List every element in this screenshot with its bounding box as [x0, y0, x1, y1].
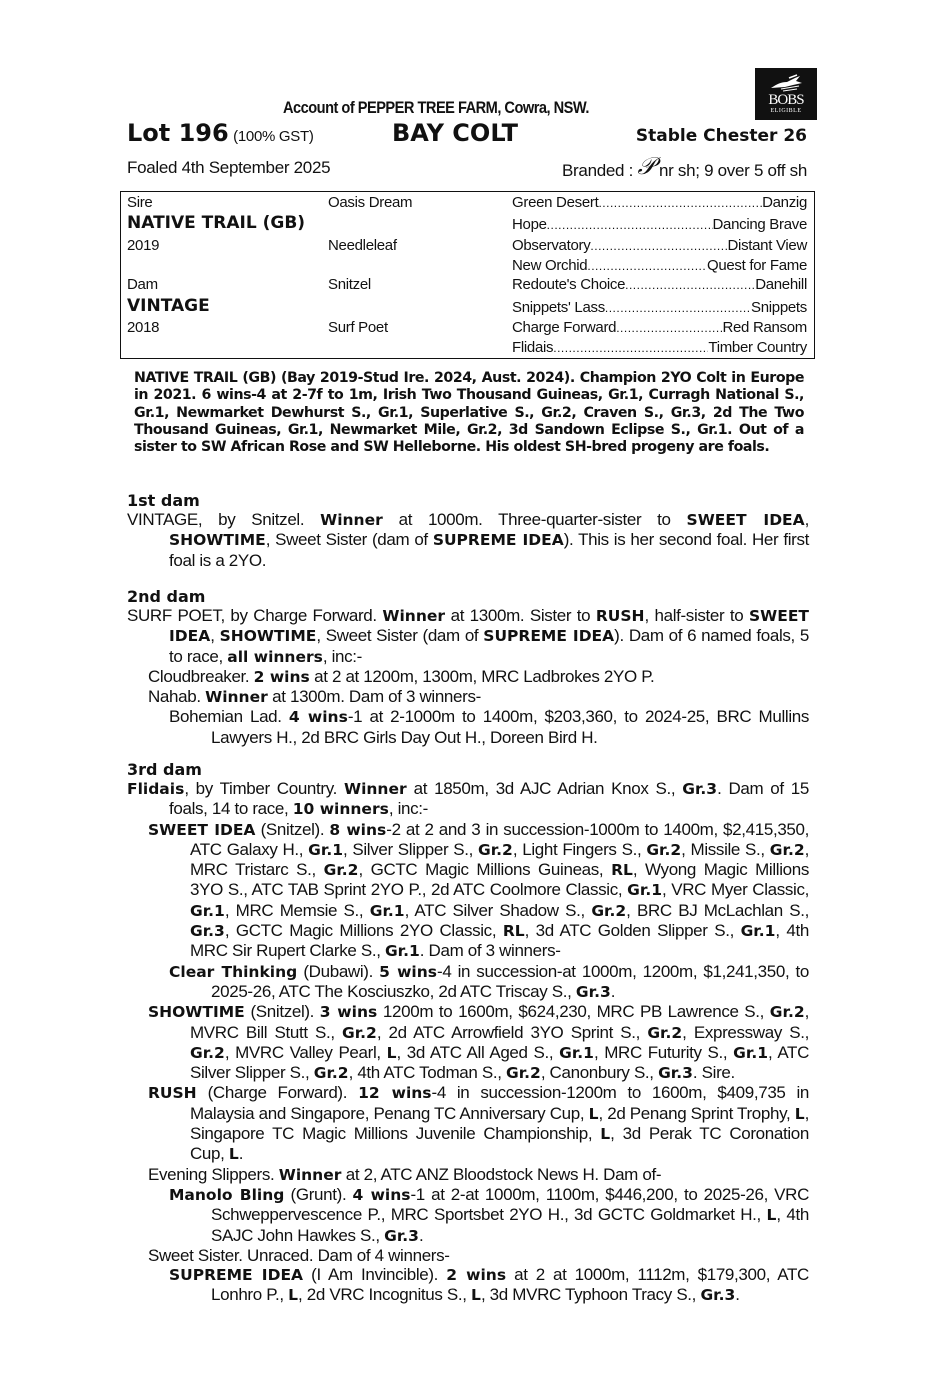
bold-run: 4 wins — [352, 1185, 411, 1204]
bold-run: SHOWTIME — [219, 627, 317, 646]
bold-run: SWEET IDEA — [686, 511, 805, 529]
bobs-eligible-logo — [755, 68, 817, 120]
bold-run: L — [600, 1125, 611, 1144]
bold-run: SUPREME IDEA — [483, 627, 615, 646]
bold-run: 2 wins — [446, 1266, 507, 1285]
dam-name: VINTAGE — [127, 296, 210, 316]
bold-run: all winners — [227, 647, 323, 666]
bold-run: Gr.3 — [190, 922, 225, 941]
bold-run: L — [228, 1145, 239, 1164]
logo-text: BOBS — [768, 92, 804, 108]
bold-run: 8 wins — [329, 820, 387, 839]
bold-run: Gr.1 — [559, 1043, 594, 1062]
bold-run: Gr.1 — [369, 901, 405, 920]
second-dam-section — [127, 587, 809, 747]
brand-info — [562, 152, 807, 181]
bold-run: Gr.2 — [478, 840, 513, 859]
progeny-sweet-sister: Sweet Sister. Unraced. Dam of 4 winners- — [148, 1245, 450, 1265]
logo-subtext: ELIGIBLE — [770, 108, 802, 114]
pedigree-table — [120, 191, 815, 359]
bold-run: Gr.2 — [190, 1043, 225, 1062]
foaled-date: Foaled 4th September 2025 — [127, 158, 331, 177]
bold-run: RL — [611, 861, 633, 880]
great-grandparent-row: New Orchid ..... Quest for Fame — [512, 257, 807, 275]
branded-label: Branded : — [562, 161, 634, 180]
bold-run: L — [386, 1043, 397, 1062]
first-dam-text: VINTAGE, by Snitzel. Winner at 1000m. Three-quarter-sister to SWEET IDEA, SHOWTIME, Sweet Sister (dam of SUPREME IDEA). This is her second foal. Her first foal is a 2YO. — [127, 510, 810, 570]
sire-year: 2019 — [127, 237, 160, 254]
great-grandparent-row: Charge Forward ..... Red Ransom — [512, 319, 807, 337]
bold-run: 5 wins — [379, 962, 438, 981]
progeny-showtime: SHOWTIME (Snitzel). 3 wins 1200m to 1600m, $624,230, MRC PB Lawrence S., Gr.2, MVRC Bill Stutt S., Gr.2, 2d ATC Arrowfield 3YO Sprint S., Gr.2, Expressway S., Gr.2, MVRC Valley Pearl, L, 3d ATC All Aged S., Gr.1, MRC Futurity S., Gr.1, ATC Silver Slipper S., Gr.2, 4th ATC Todman S., Gr.2, Canonbury S., Gr.3. Sire. — [148, 1002, 810, 1083]
bold-run: SWEET IDEA — [169, 607, 809, 646]
bold-run: RUSH — [148, 1084, 197, 1103]
first-dam-section — [127, 491, 809, 570]
lot-label: Lot 196 — [127, 119, 229, 147]
bold-run: RL — [502, 922, 525, 941]
progeny-evening-slippers: Evening Slippers. Winner at 2, ATC ANZ Bloodstock News H. Dam of- — [148, 1164, 662, 1184]
bold-run: Gr.2 — [769, 840, 805, 859]
bold-run: Flidais — [127, 780, 185, 798]
bold-run: Gr.2 — [323, 861, 359, 880]
third-dam-heading: 3rd dam — [127, 760, 202, 779]
stable-location: Stable Chester 26 — [635, 126, 807, 146]
progeny-bohemian-lad: Bohemian Lad. 4 wins-1 at 2-1000m to 1400m, $203,360, to 2024-25, BRC Mullins Lawyers H., 2d BRC Girls Day Out H., Doreen Bird H. — [169, 707, 810, 747]
bold-run: RUSH — [595, 607, 645, 625]
bold-run: Gr.2 — [342, 1023, 377, 1042]
bold-run: 12 wins — [358, 1084, 432, 1103]
bold-run: Gr.2 — [505, 1064, 541, 1083]
bold-run: 4 wins — [288, 708, 348, 727]
sire-name: NATIVE TRAIL (GB) — [127, 213, 306, 233]
sex-color: BAY COLT — [392, 119, 519, 147]
horse-head-icon — [769, 74, 803, 92]
branded-text: nr sh; 9 over 5 off sh — [658, 161, 807, 180]
great-grandparent-row: Observatory ..... Distant View — [512, 237, 807, 255]
bold-run: L — [766, 1206, 777, 1225]
bold-run: Gr.1 — [308, 840, 344, 859]
bold-run: Gr.2 — [646, 840, 682, 859]
progeny-clear-thinking: Clear Thinking (Dubawi). 5 wins-4 in succession-at 1000m, 1200m, $1,241,350, to 2025-26, ATC The Kosciuszko, 2d ATC Triscay S., Gr.3. — [169, 961, 809, 1001]
progeny-cloudbreaker: Cloudbreaker. 2 wins at 2 at 1200m, 1300m, MRC Ladbrokes 2YO P. — [148, 666, 655, 686]
bold-run: Gr.1 — [190, 901, 225, 920]
bold-run: L — [471, 1286, 481, 1305]
bold-run: Manolo Bling — [169, 1185, 285, 1204]
progeny-sweet-idea: SWEET IDEA (Snitzel). 8 wins-2 at 2 and 3 in succession-1000m to 1400m, $2,415,350, ATC Galaxy H., Gr.1, Silver Slipper S., Gr.2, Light Fingers S., Gr.2, Missile S., Gr.2, MRC Tristarc S., Gr.2, GCTC Magic Millions Guineas, RL, Wyong Magic Millions 3YO S., ATC TAB Sprint 2YO P., 2d ATC Coolmore Classic, Gr.1, VRC Myer Classic, Gr.1, MRC Memsie S., Gr.1, ATC Silver Shadow S., Gr.2, BRC BJ McLachlan S., Gr.3, GCTC Magic Millions 2YO Classic, RL, 3d ATC Golden Slipper S., Gr.1, 4th MRC Sir Rupert Clarke S., Gr.1. Dam of 3 winners- — [148, 819, 810, 961]
grandsire-maternal: Snitzel — [328, 276, 371, 293]
bold-run: Gr.3 — [700, 1286, 736, 1305]
bold-run: 3 wins — [319, 1003, 378, 1022]
bold-run: L — [588, 1104, 599, 1123]
bold-run: Gr.1 — [384, 942, 420, 961]
bold-run: Gr.2 — [313, 1064, 349, 1083]
bold-run: Gr.3 — [682, 780, 718, 798]
bold-run: Gr.1 — [740, 922, 776, 941]
bold-run: SUPREME IDEA — [432, 531, 564, 550]
bold-run: L — [794, 1104, 805, 1123]
brand-glyph-icon: 𝒫 — [637, 152, 655, 180]
progeny-nahab: Nahab. Winner at 1300m. Dam of 3 winners- — [148, 687, 481, 707]
third-dam-intro: Flidais, by Timber Country. Winner at 1850m, 3d AJC Adrian Knox S., Gr.3. Dam of 15 foals, 14 to race, 10 winners, inc:- — [127, 779, 809, 819]
gst-note: (100% GST) — [233, 128, 314, 145]
third-dam-section — [127, 760, 809, 1306]
progeny-rush: RUSH (Charge Forward). 12 wins-4 in succession-1200m to 1600m, $409,735 in Malaysia and Singapore, Penang TC Anniversary Cup, L, 2d Penang Sprint Trophy, L, Singapore TC Magic Millions Juvenile Championship, L, 3d Perak TC Coronation Cup, L. — [148, 1083, 810, 1164]
first-dam-heading: 1st dam — [127, 491, 200, 510]
second-dam-intro: SURF POET, by Charge Forward. Winner at 1300m. Sister to RUSH, half-sister to SWEET IDEA, SHOWTIME, Sweet Sister (dam of SUPREME IDEA). Dam of 6 named foals, 5 to race, all winners, inc:- — [127, 606, 810, 666]
bold-run: Gr.2 — [647, 1023, 683, 1042]
grandsire-paternal: Oasis Dream — [328, 194, 413, 211]
great-grandparent-row: Hope ..... Dancing Brave — [512, 216, 807, 234]
bold-run: Gr.3 — [575, 982, 611, 1001]
bold-run: 10 winners — [292, 800, 389, 819]
bold-run: 2 wins — [253, 667, 310, 686]
bold-run: Winner — [320, 511, 383, 529]
great-grandparent-row: Snippets' Lass ..... Snippets — [512, 299, 807, 317]
bold-run: SWEET IDEA — [148, 820, 256, 839]
great-grandparent-row: Green Desert ..... Danzig — [512, 194, 807, 212]
bold-run: SUPREME IDEA — [169, 1266, 304, 1285]
bold-run: Gr.1 — [627, 881, 662, 900]
dam-label: Dam — [127, 276, 158, 293]
great-grandparent-row: Redoute's Choice ..... Danehill — [512, 276, 807, 294]
bold-run: L — [288, 1286, 299, 1305]
bold-run: Gr.2 — [769, 1003, 805, 1022]
bold-run: Gr.3 — [384, 1226, 419, 1245]
great-grandparent-row: Flidais ..... Timber Country — [512, 339, 807, 357]
bold-run: Gr.1 — [733, 1043, 768, 1062]
second-dam-heading: 2nd dam — [127, 587, 206, 606]
bold-run: SHOWTIME — [169, 531, 266, 550]
bold-run: Winner — [382, 607, 446, 625]
bold-run: Gr.2 — [591, 901, 627, 920]
sire-label: Sire — [127, 194, 153, 211]
bold-run: Winner — [343, 780, 407, 798]
granddam-maternal: Surf Poet — [328, 319, 388, 336]
dam-year: 2018 — [127, 319, 160, 336]
progeny-manolo-bling: Manolo Bling (Grunt). 4 wins-1 at 2-at 1000m, 1100m, $446,200, to 2025-26, VRC Schweppervescence P., MRC Sportsbet 2YO H., 3d GCTC Goldmarket H., L, 4th SAJC John Hawkes S., Gr.3. — [169, 1184, 810, 1245]
sire-summary: NATIVE TRAIL (GB) (Bay 2019-Stud Ire. 2024, Aust. 2024). Champion 2YO Colt in Europe in 2021. 6 wins-4 at 2-7f to 1m, Irish Two Thousand Guineas, Gr.1, Curragh National S., Gr.1, Newmarket Dewhurst S., Gr.1, Superlative S., Gr.2, Craven S., Gr.3, 2d The Two Thousand Guineas, Gr.1, Newmarket Mile, Gr.2, 3d Sandown Eclipse S., Gr.1. Out of a sister to SW African Rose and SW Helleborne. His oldest SH-bred progeny are foals. — [134, 370, 804, 456]
lot-number — [127, 119, 314, 147]
progeny-supreme-idea: SUPREME IDEA (I Am Invincible). 2 wins at 2 at 1000m, 1112m, $179,300, ATC Lonhro P., L, 2d VRC Incognitus S., L, 3d MVRC Typhoon Tracy S., Gr.3. — [169, 1265, 809, 1305]
bold-run: Clear Thinking — [169, 962, 298, 981]
granddam-paternal: Needleleaf — [328, 237, 397, 254]
bold-run: SHOWTIME — [148, 1003, 245, 1022]
bold-run: Gr.3 — [658, 1064, 693, 1083]
vendor-account: Account of PEPPER TREE FARM, Cowra, NSW. — [283, 98, 589, 117]
bold-run: Winner — [205, 688, 268, 707]
bold-run: Winner — [278, 1165, 342, 1184]
